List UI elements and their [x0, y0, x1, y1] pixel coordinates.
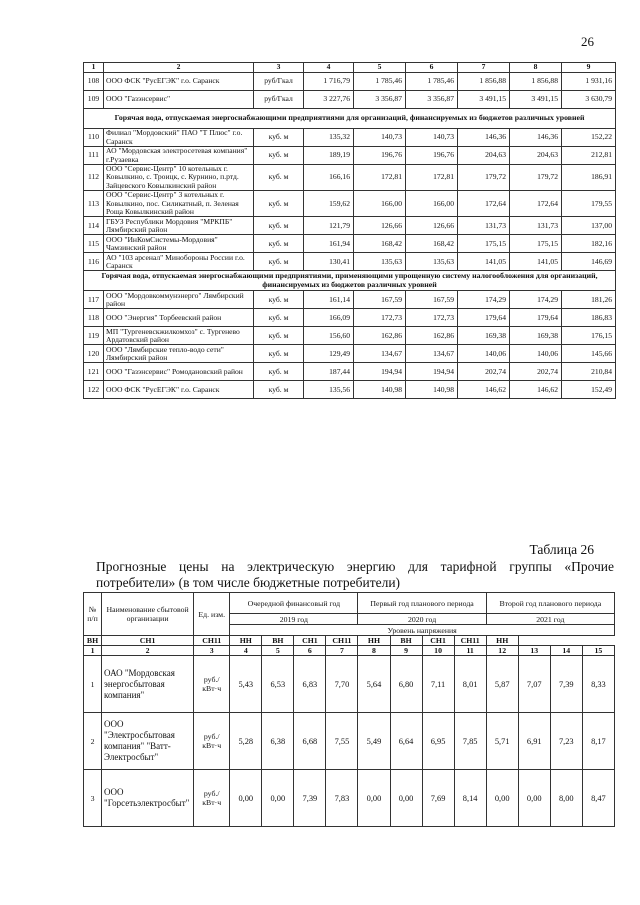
price-cell: 3 491,15 [458, 91, 510, 109]
price-cell: 0,00 [518, 770, 550, 827]
row-number: 111 [84, 147, 104, 165]
price-cell: 161,14 [304, 291, 354, 309]
price-cell: 166,00 [406, 191, 458, 217]
price-cell: 146,62 [458, 381, 510, 399]
hot-water-tariff-table [83, 62, 616, 399]
price-cell: 202,74 [458, 363, 510, 381]
price-cell: 6,64 [390, 713, 422, 770]
col-header-year-1: 2019 год [230, 614, 358, 625]
price-cell: 172,64 [458, 191, 510, 217]
col-number-cell: 8 [510, 63, 562, 73]
price-cell: 6,38 [262, 713, 294, 770]
org-name: ООО "Горсетьэлектросбыт" [102, 770, 194, 827]
price-cell: 181,26 [562, 291, 616, 309]
price-cell: 196,76 [406, 147, 458, 165]
org-name: АО "103 арсенал" Минобороны России г.о. Саранск [104, 253, 254, 271]
org-name: ООО "Лямбирские тепло-водо сети" Лямбирский район [104, 345, 254, 363]
col-header-name: Наименование сбытовой организации [102, 593, 194, 636]
price-cell: 0,00 [486, 770, 518, 827]
org-name: Филиал "Мордовский" ПАО "Т Плюс" г.о. Саранск [104, 129, 254, 147]
org-name: ООО "Электросбытовая компания" "Ватт-Электросбыт" [102, 713, 194, 770]
price-cell: 186,83 [562, 309, 616, 327]
price-cell: 0,00 [390, 770, 422, 827]
price-cell: 5,43 [230, 656, 262, 713]
section-row [84, 109, 616, 129]
price-cell: 146,36 [458, 129, 510, 147]
unit-cell: куб. м [254, 327, 304, 345]
price-cell: 179,72 [510, 165, 562, 191]
price-cell: 6,83 [294, 656, 326, 713]
row-number: 1 [84, 656, 102, 713]
price-cell: 140,06 [510, 345, 562, 363]
price-cell: 131,73 [458, 217, 510, 235]
price-cell: 204,63 [510, 147, 562, 165]
row-number: 112 [84, 165, 104, 191]
price-cell: 1 785,46 [406, 73, 458, 91]
row-number: 2 [84, 713, 102, 770]
price-cell: 6,53 [262, 656, 294, 713]
price-cell: 194,94 [354, 363, 406, 381]
row-number: 117 [84, 291, 104, 309]
price-cell: 175,15 [510, 235, 562, 253]
unit-cell: куб. м [254, 235, 304, 253]
unit-cell: куб. м [254, 217, 304, 235]
section-row [84, 271, 616, 291]
col-number-cell: 10 [422, 646, 454, 656]
col-header-period-1: Очередной финансовый год [230, 593, 358, 614]
price-cell: 5,28 [230, 713, 262, 770]
org-name: ООО "Сервис-Центр" 3 котельных г. Ковылкино, пос. Силикатный, п. Зеленая Роща Ковылкинский район [104, 191, 254, 217]
price-cell: 179,72 [458, 165, 510, 191]
table-row [84, 253, 616, 271]
price-cell: 168,42 [354, 235, 406, 253]
price-cell: 3 630,79 [562, 91, 616, 109]
price-cell: 8,14 [454, 770, 486, 827]
table-row [84, 291, 616, 309]
table-row [84, 381, 616, 399]
price-cell: 179,55 [562, 191, 616, 217]
row-number: 108 [84, 73, 104, 91]
price-cell: 210,84 [562, 363, 616, 381]
col-number-cell: 4 [304, 63, 354, 73]
unit-cell: куб. м [254, 345, 304, 363]
price-cell: 5,87 [486, 656, 518, 713]
voltage-level-cell: СН1 [422, 636, 454, 646]
price-cell: 0,00 [262, 770, 294, 827]
table-header-row [84, 63, 616, 73]
col-number-cell: 4 [230, 646, 262, 656]
price-cell: 5,64 [358, 656, 390, 713]
price-cell: 187,44 [304, 363, 354, 381]
org-name: ООО "Газэнсервис" [104, 91, 254, 109]
price-cell: 6,95 [422, 713, 454, 770]
price-cell: 140,98 [354, 381, 406, 399]
price-cell: 145,66 [562, 345, 616, 363]
price-cell: 8,47 [582, 770, 614, 827]
price-cell: 140,73 [406, 129, 458, 147]
price-cell: 172,73 [406, 309, 458, 327]
price-cell: 1 785,46 [354, 73, 406, 91]
org-name: ГБУЗ Республики Мордовия "МРКПБ" Лямбирский район [104, 217, 254, 235]
unit-cell: руб/Гкал [254, 91, 304, 109]
price-cell: 135,32 [304, 129, 354, 147]
table-row [84, 656, 615, 713]
price-cell: 212,81 [562, 147, 616, 165]
voltage-level-cell: НН [230, 636, 262, 646]
price-cell: 172,81 [406, 165, 458, 191]
voltage-level-cell: НН [486, 636, 518, 646]
row-number: 119 [84, 327, 104, 345]
col-header-period-2: Первый год планового периода [358, 593, 486, 614]
price-cell: 6,91 [518, 713, 550, 770]
price-cell: 3 356,87 [354, 91, 406, 109]
col-number-cell: 12 [486, 646, 518, 656]
table-row [84, 327, 616, 345]
unit-cell: куб. м [254, 381, 304, 399]
price-cell: 176,15 [562, 327, 616, 345]
price-cell: 7,39 [294, 770, 326, 827]
price-cell: 179,64 [510, 309, 562, 327]
price-cell: 0,00 [358, 770, 390, 827]
price-cell: 1 856,88 [458, 73, 510, 91]
price-cell: 1 716,79 [304, 73, 354, 91]
section-heading: Горячая вода, отпускаемая энергоснабжающими предприятиями, применяющими упрощенную систему налогообложения для организаций, финансируемых из бюджетов различных уровней [84, 271, 616, 291]
col-number-cell: 5 [354, 63, 406, 73]
table-row [84, 713, 615, 770]
unit-cell: куб. м [254, 309, 304, 327]
price-cell: 7,07 [518, 656, 550, 713]
table-row [84, 191, 616, 217]
unit-cell: куб. м [254, 165, 304, 191]
table-row [84, 91, 616, 109]
row-number: 113 [84, 191, 104, 217]
price-cell: 141,05 [458, 253, 510, 271]
price-cell: 202,74 [510, 363, 562, 381]
price-cell: 140,06 [458, 345, 510, 363]
col-number-cell: 2 [104, 63, 254, 73]
row-number: 110 [84, 129, 104, 147]
voltage-level-cell: НН [358, 636, 390, 646]
price-cell: 194,94 [406, 363, 458, 381]
unit-cell: руб./ кВт·ч [194, 656, 230, 713]
price-cell: 7,39 [550, 656, 582, 713]
voltage-level-cell: СН11 [194, 636, 230, 646]
voltage-level-cell: СН11 [326, 636, 358, 646]
price-cell: 134,67 [406, 345, 458, 363]
price-cell: 7,11 [422, 656, 454, 713]
price-cell: 166,09 [304, 309, 354, 327]
table-row [84, 363, 616, 381]
price-cell: 168,42 [406, 235, 458, 253]
col-header-year-2: 2020 год [358, 614, 486, 625]
price-cell: 135,56 [304, 381, 354, 399]
price-cell: 140,73 [354, 129, 406, 147]
col-number-cell: 9 [562, 63, 616, 73]
voltage-level-cell: СН1 [102, 636, 194, 646]
voltage-level-cell: ВН [390, 636, 422, 646]
col-number-cell: 14 [550, 646, 582, 656]
org-name: ООО "ИнКомСистемы-Мордовия" Чамзинский район [104, 235, 254, 253]
price-cell: 5,49 [358, 713, 390, 770]
price-cell: 152,49 [562, 381, 616, 399]
table-caption-text: Прогнозные цены на электрическую энергию для тарифной группы «Прочие потребители» (в том числе бюджетные потребители) [96, 559, 614, 590]
price-cell: 146,62 [510, 381, 562, 399]
price-cell: 135,63 [354, 253, 406, 271]
unit-cell: куб. м [254, 129, 304, 147]
price-cell: 186,91 [562, 165, 616, 191]
price-cell: 5,71 [486, 713, 518, 770]
org-name: АО "Мордовская электросетевая компания" г.Рузаевка [104, 147, 254, 165]
section-heading: Горячая вода, отпускаемая энергоснабжающими предприятиями для организаций, финансируемых из бюджетов различных уровней [84, 109, 616, 129]
col-number-cell: 8 [358, 646, 390, 656]
price-cell: 3 227,76 [304, 91, 354, 109]
price-cell: 134,67 [354, 345, 406, 363]
price-cell: 8,00 [550, 770, 582, 827]
price-cell: 174,29 [458, 291, 510, 309]
table-row [84, 147, 616, 165]
org-name: ООО "Газэнсервис" Ромодановский район [104, 363, 254, 381]
row-number: 114 [84, 217, 104, 235]
price-cell: 172,64 [510, 191, 562, 217]
unit-cell: куб. м [254, 147, 304, 165]
price-cell: 167,59 [406, 291, 458, 309]
price-cell: 7,23 [550, 713, 582, 770]
voltage-level-cell: ВН [262, 636, 294, 646]
price-cell: 161,94 [304, 235, 354, 253]
table-row [84, 129, 616, 147]
row-number: 3 [84, 770, 102, 827]
voltage-level-cell: СН11 [454, 636, 486, 646]
price-cell: 182,16 [562, 235, 616, 253]
table-row [84, 309, 616, 327]
org-name: МП "Тургеневскжилкомхоз" с. Тургенево Ардатовский район [104, 327, 254, 345]
price-cell: 175,15 [458, 235, 510, 253]
price-cell: 7,83 [326, 770, 358, 827]
price-cell: 6,68 [294, 713, 326, 770]
price-cell: 141,05 [510, 253, 562, 271]
page-number: 26 [581, 34, 594, 49]
row-number: 120 [84, 345, 104, 363]
row-number: 116 [84, 253, 104, 271]
price-cell: 167,59 [354, 291, 406, 309]
col-header-period-3: Второй год планового периода [486, 593, 614, 614]
row-number: 115 [84, 235, 104, 253]
col-number-cell: 15 [582, 646, 614, 656]
price-cell: 8,17 [582, 713, 614, 770]
price-cell: 169,38 [510, 327, 562, 345]
table-caption-number: Таблица 26 [529, 542, 594, 557]
org-name: ООО ФСК "РусЕГЭК" г.о. Саранск [104, 73, 254, 91]
price-cell: 135,63 [406, 253, 458, 271]
col-number-cell: 1 [84, 646, 102, 656]
table-row [84, 770, 615, 827]
row-number: 122 [84, 381, 104, 399]
col-number-cell: 5 [262, 646, 294, 656]
col-number-cell: 11 [454, 646, 486, 656]
price-cell: 131,73 [510, 217, 562, 235]
col-number-cell: 7 [458, 63, 510, 73]
col-number-cell: 13 [518, 646, 550, 656]
price-cell: 162,86 [354, 327, 406, 345]
price-cell: 1 856,88 [510, 73, 562, 91]
row-number: 121 [84, 363, 104, 381]
price-cell: 126,66 [354, 217, 406, 235]
table-row [84, 73, 616, 91]
price-cell: 174,29 [510, 291, 562, 309]
row-number: 109 [84, 91, 104, 109]
price-cell: 6,80 [390, 656, 422, 713]
col-header-no: № п/п [84, 593, 102, 636]
price-cell: 7,69 [422, 770, 454, 827]
price-cell: 204,63 [458, 147, 510, 165]
price-cell: 162,86 [406, 327, 458, 345]
price-cell: 146,69 [562, 253, 616, 271]
price-cell: 172,81 [354, 165, 406, 191]
price-cell: 7,70 [326, 656, 358, 713]
unit-cell: руб/Гкал [254, 73, 304, 91]
col-number-cell: 2 [102, 646, 194, 656]
org-name: ООО ФСК "РусЕГЭК" г.о. Саранск [104, 381, 254, 399]
col-number-cell: 1 [84, 63, 104, 73]
unit-cell: куб. м [254, 291, 304, 309]
price-cell: 0,00 [230, 770, 262, 827]
price-cell: 159,62 [304, 191, 354, 217]
org-name: ООО "Мордовкоммунэнерго" Лямбирский район [104, 291, 254, 309]
price-cell: 121,79 [304, 217, 354, 235]
price-cell: 126,66 [406, 217, 458, 235]
org-name: ОАО "Мордовская энергосбытовая компания" [102, 656, 194, 713]
price-cell: 166,16 [304, 165, 354, 191]
price-cell: 7,85 [454, 713, 486, 770]
col-number-cell: 3 [254, 63, 304, 73]
col-header-voltage: Уровень напряжения [230, 625, 615, 636]
table-row [84, 345, 616, 363]
table-row [84, 235, 616, 253]
price-cell: 152,22 [562, 129, 616, 147]
col-number-cell: 6 [294, 646, 326, 656]
unit-cell: куб. м [254, 191, 304, 217]
table-row [84, 217, 616, 235]
org-name: ООО "Энергия" Торбеевский район [104, 309, 254, 327]
price-cell: 140,98 [406, 381, 458, 399]
col-number-cell: 6 [406, 63, 458, 73]
org-name: ООО "Сервис-Центр" 10 котельных г. Ковылкино, с. Троицк, с. Курнино, п.ртд. Зайцевского Ковылкинский район [104, 165, 254, 191]
price-cell: 129,49 [304, 345, 354, 363]
price-cell: 7,55 [326, 713, 358, 770]
price-cell: 8,01 [454, 656, 486, 713]
unit-cell: куб. м [254, 253, 304, 271]
price-cell: 166,00 [354, 191, 406, 217]
price-cell: 3 491,15 [510, 91, 562, 109]
col-number-cell: 7 [326, 646, 358, 656]
voltage-level-cell: ВН [84, 636, 102, 646]
price-cell: 172,73 [354, 309, 406, 327]
price-cell: 196,76 [354, 147, 406, 165]
price-cell: 1 931,16 [562, 73, 616, 91]
voltage-level-cell: СН1 [294, 636, 326, 646]
col-header-unit: Ед. изм. [194, 593, 230, 636]
unit-cell: руб./ кВт·ч [194, 713, 230, 770]
col-header-year-3: 2021 год [486, 614, 614, 625]
price-cell: 8,33 [582, 656, 614, 713]
price-cell: 3 356,87 [406, 91, 458, 109]
price-cell: 146,36 [510, 129, 562, 147]
price-cell: 137,00 [562, 217, 616, 235]
unit-cell: руб./ кВт·ч [194, 770, 230, 827]
col-number-cell: 3 [194, 646, 230, 656]
price-cell: 189,19 [304, 147, 354, 165]
unit-cell: куб. м [254, 363, 304, 381]
table-row [84, 165, 616, 191]
row-number: 118 [84, 309, 104, 327]
price-cell: 156,60 [304, 327, 354, 345]
price-cell: 169,38 [458, 327, 510, 345]
electricity-price-table [83, 592, 615, 827]
price-cell: 179,64 [458, 309, 510, 327]
col-number-cell: 9 [390, 646, 422, 656]
price-cell: 130,41 [304, 253, 354, 271]
